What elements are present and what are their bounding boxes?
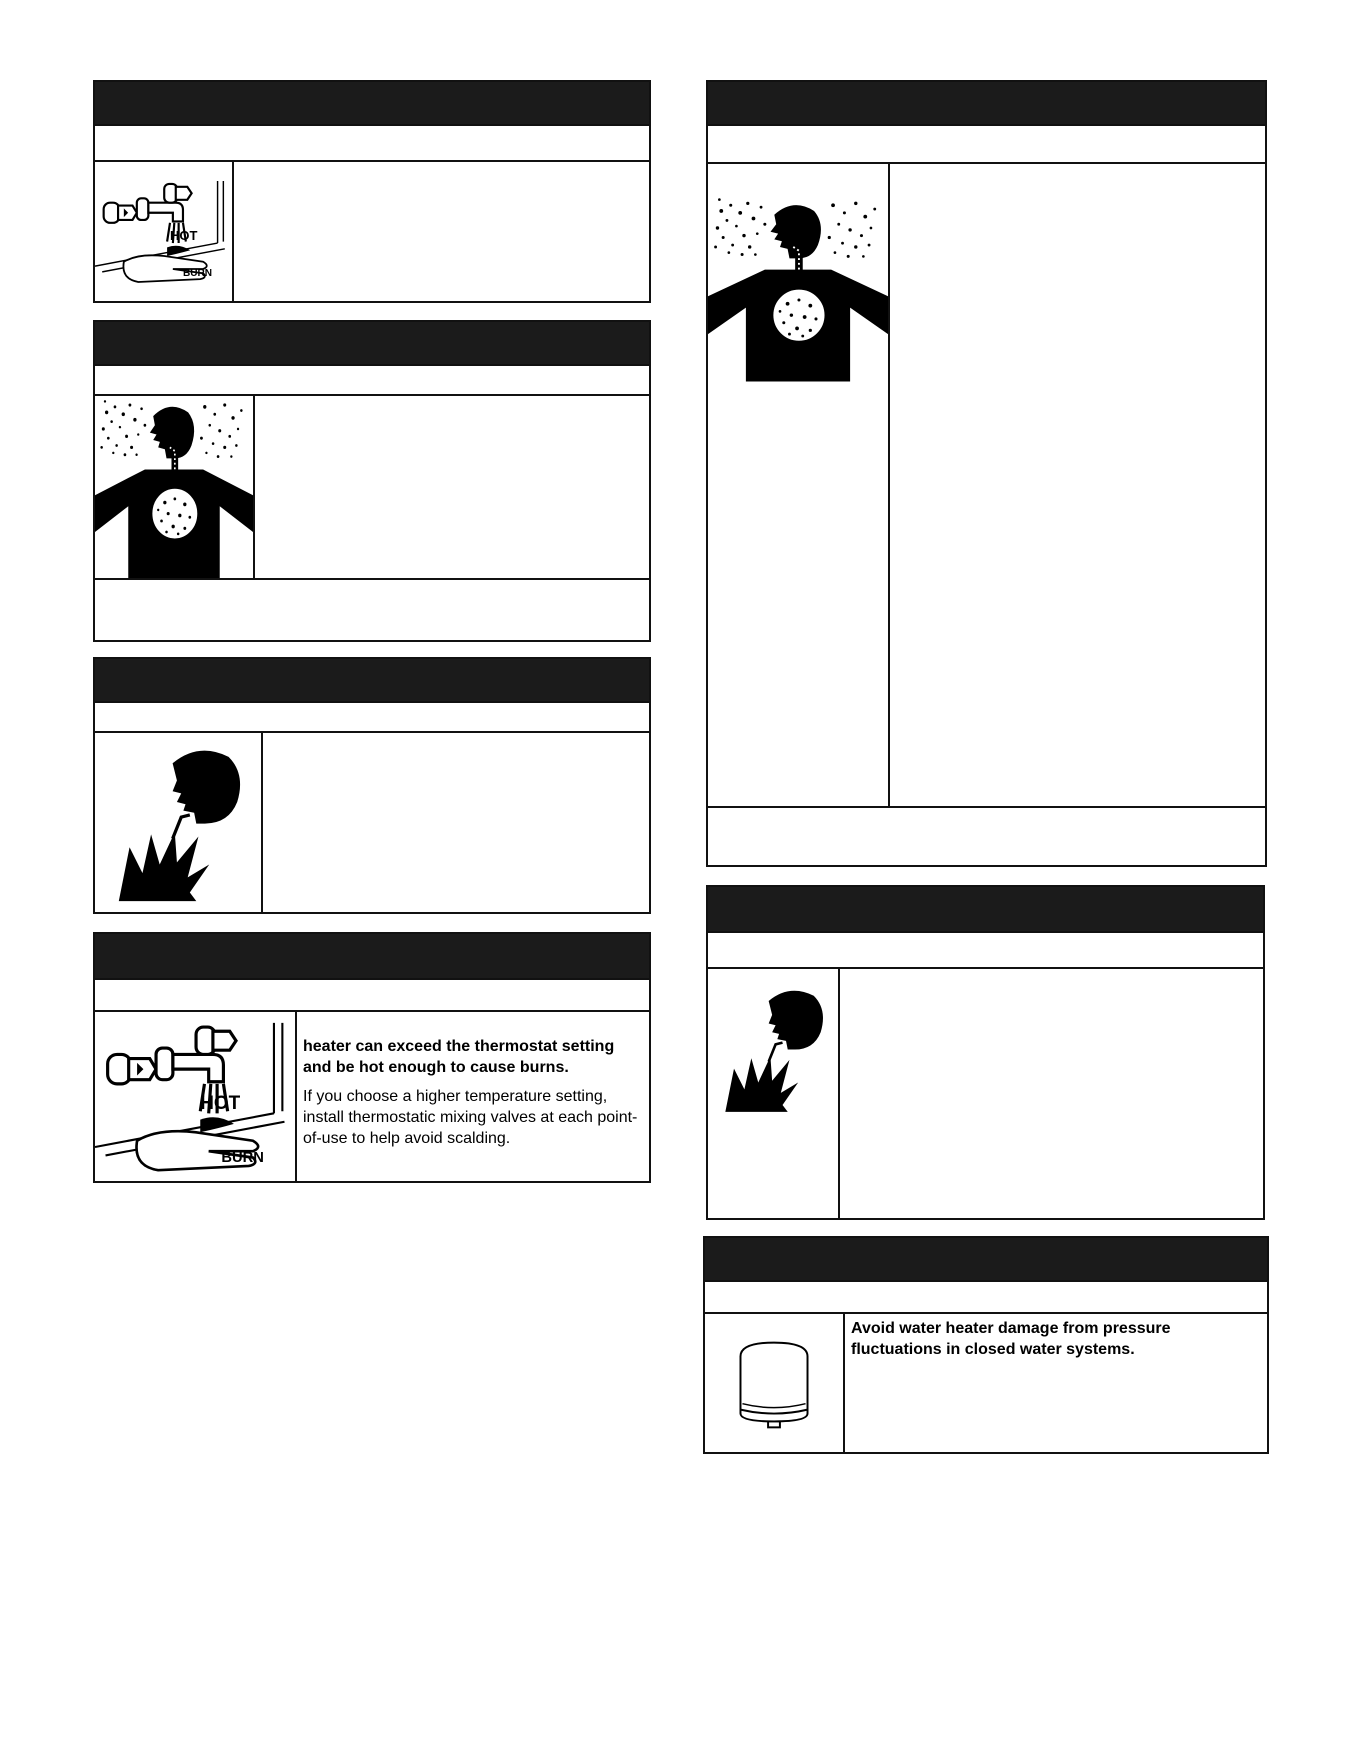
inhalation-hazard-icon [708,162,890,808]
warning-subheader [95,364,649,396]
warning-body-text [303,1036,643,1149]
hot-label: HOT [169,228,198,244]
burn-label: BURN [182,268,213,280]
scald-hazard-icon [95,160,234,303]
warning-header-bar [95,934,649,978]
warning-bold-text: heater can exceed the thermostat setting and be hot enough to cause burns. [303,1038,615,1076]
warning-footer [708,806,1265,865]
warning-header-bar [95,82,649,124]
warning-header-bar [708,82,1265,124]
notice-header-bar [705,1238,1267,1280]
explosion-warning-right-panel [706,885,1265,1220]
notice-bold-text: Avoid water heater damage from pressure fluctuations in closed water systems. [851,1320,1171,1358]
explosion-warning-panel [93,657,651,914]
warning-header-bar [708,887,1263,931]
warning-subheader [95,124,649,162]
warning-normal-text: If you choose a higher temperature setting, install thermostatic mixing valves at each point-of-use to help avoid scalding. [303,1088,638,1147]
warning-subheader [95,701,649,733]
notice-subheader [705,1280,1267,1314]
warning-header-bar [95,322,649,364]
inhalation-hazard-icon [95,394,255,578]
notice-body-text [851,1318,1259,1368]
inhalation-warning-panel [93,320,651,642]
warning-subheader [708,124,1265,164]
warning-header-bar [95,659,649,701]
hot-water-temperature-panel [93,932,651,1183]
explosion-hazard-icon [708,967,840,1220]
warning-footer [95,578,649,640]
burn-label: BURN [221,1149,264,1166]
inhalation-warning-tall-panel [706,80,1267,867]
expansion-tank-icon [705,1312,845,1454]
hot-label: HOT [200,1093,241,1115]
hot-water-warning-panel [93,80,651,303]
scald-hazard-icon [95,1010,297,1183]
warning-subheader [95,978,649,1012]
warning-subheader [708,931,1263,969]
explosion-hazard-icon [95,731,263,914]
expansion-tank-notice-panel [703,1236,1269,1454]
